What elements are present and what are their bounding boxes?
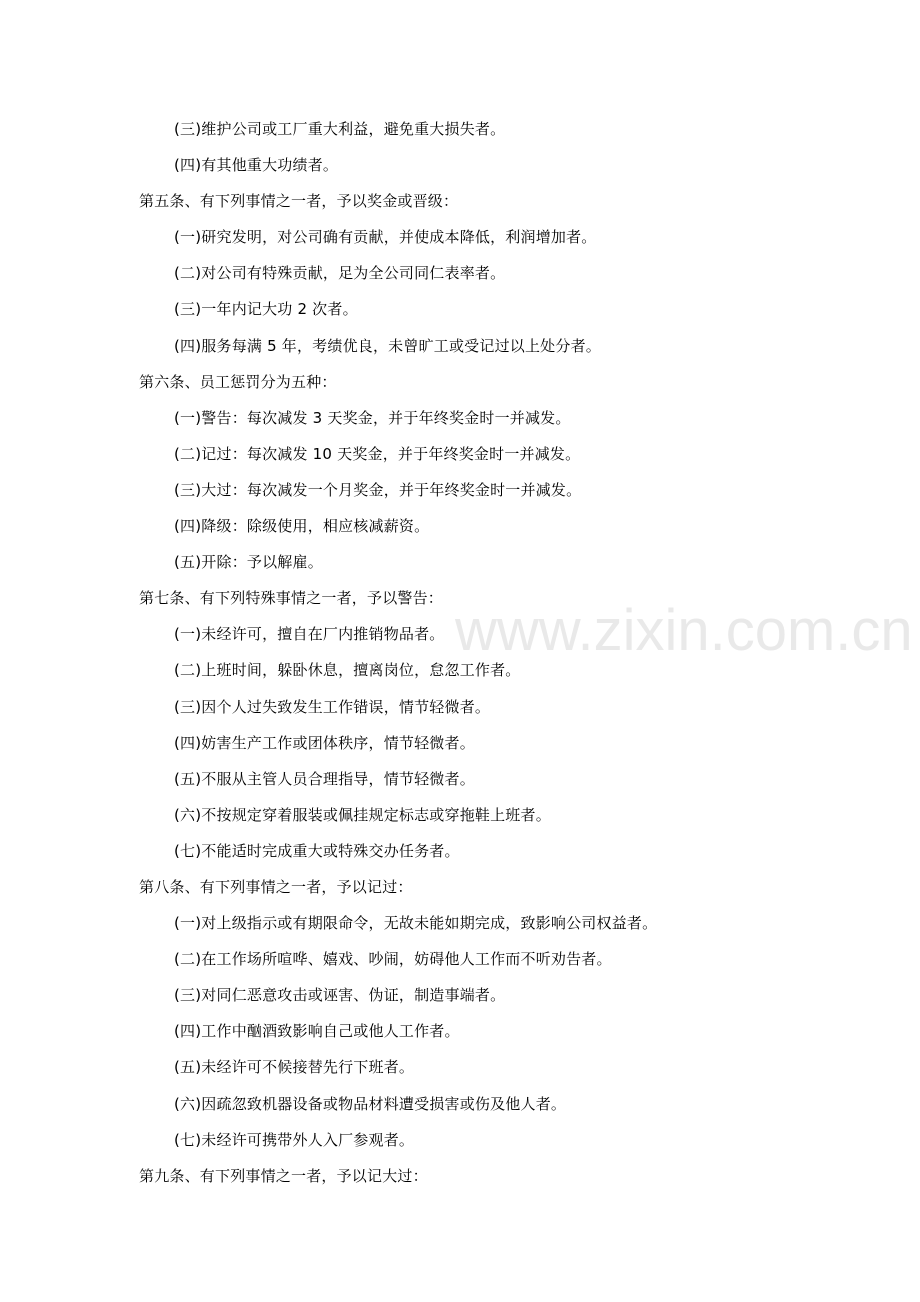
clause-item: (四)工作中酗酒致影响自己或他人工作者。 (174, 1022, 460, 1041)
clause-item: (六)不按规定穿着服装或佩挂规定标志或穿拖鞋上班者。 (174, 805, 551, 824)
clause-item: (三)对同仁恶意攻击或诬害、伪证，制造事端者。 (174, 986, 506, 1005)
document-body (0, 111, 920, 1194)
clause-item: (七)未经许可携带外人入厂参观者。 (174, 1130, 415, 1149)
clause-item: (五)不服从主管人员合理指导，情节轻微者。 (174, 769, 475, 788)
clause-item: (三)大过：每次减发一个月奖金，并于年终奖金时一并减发。 (174, 480, 582, 499)
clause-item: (四)服务每满 5 年，考绩优良，未曾旷工或受记过以上处分者。 (174, 336, 601, 355)
article-heading: 第六条、员工惩罚分为五种： (139, 372, 337, 391)
clause-item: (四)降级：除级使用，相应核减薪资。 (174, 517, 430, 536)
clause-item: (二)对公司有特殊贡献，足为全公司同仁表率者。 (174, 264, 506, 283)
article-heading: 第七条、有下列特殊事情之一者，予以警告： (139, 589, 444, 608)
clause-item: (三)因个人过失致发生工作错误，情节轻微者。 (174, 697, 491, 716)
clause-item: (五)开除：予以解雇。 (174, 553, 323, 572)
clause-item: (五)未经许可不候接替先行下班者。 (174, 1058, 415, 1077)
clause-item: (七)不能适时完成重大或特殊交办任务者。 (174, 841, 460, 860)
clause-item: (三)一年内记大功 2 次者。 (174, 300, 358, 319)
article-heading: 第五条、有下列事情之一者，予以奖金或晋级： (139, 192, 459, 211)
clause-item: (六)因疏忽致机器设备或物品材料遭受损害或伤及他人者。 (174, 1094, 567, 1113)
clause-item: (一)未经许可，擅自在厂内推销物品者。 (174, 625, 445, 644)
clause-item: (四)妨害生产工作或团体秩序，情节轻微者。 (174, 733, 475, 752)
watermark: www.zixin.com.cn (455, 598, 913, 663)
clause-item: (二)在工作场所喧哗、嬉戏、吵闹，妨碍他人工作而不听劝告者。 (174, 950, 612, 969)
clause-item: (二)记过：每次减发 10 天奖金，并于年终奖金时一并减发。 (174, 444, 581, 463)
article-heading: 第八条、有下列事情之一者，予以记过： (139, 877, 413, 896)
clause-item: (一)警告：每次减发 3 天奖金，并于年终奖金时一并减发。 (174, 408, 571, 427)
clause-item: (一)研究发明，对公司确有贡献，并使成本降低，利润增加者。 (174, 228, 597, 247)
clause-item: (三)维护公司或工厂重大利益，避免重大损失者。 (174, 120, 506, 138)
article-heading: 第九条、有下列事情之一者，予以记大过： (139, 1166, 428, 1185)
clause-item: (二)上班时间，躲卧休息，擅离岗位，怠忽工作者。 (174, 661, 521, 680)
clause-item: (一)对上级指示或有期限命令，无故未能如期完成，致影响公司权益者。 (174, 914, 658, 933)
clause-item: (四)有其他重大功绩者。 (174, 156, 339, 175)
